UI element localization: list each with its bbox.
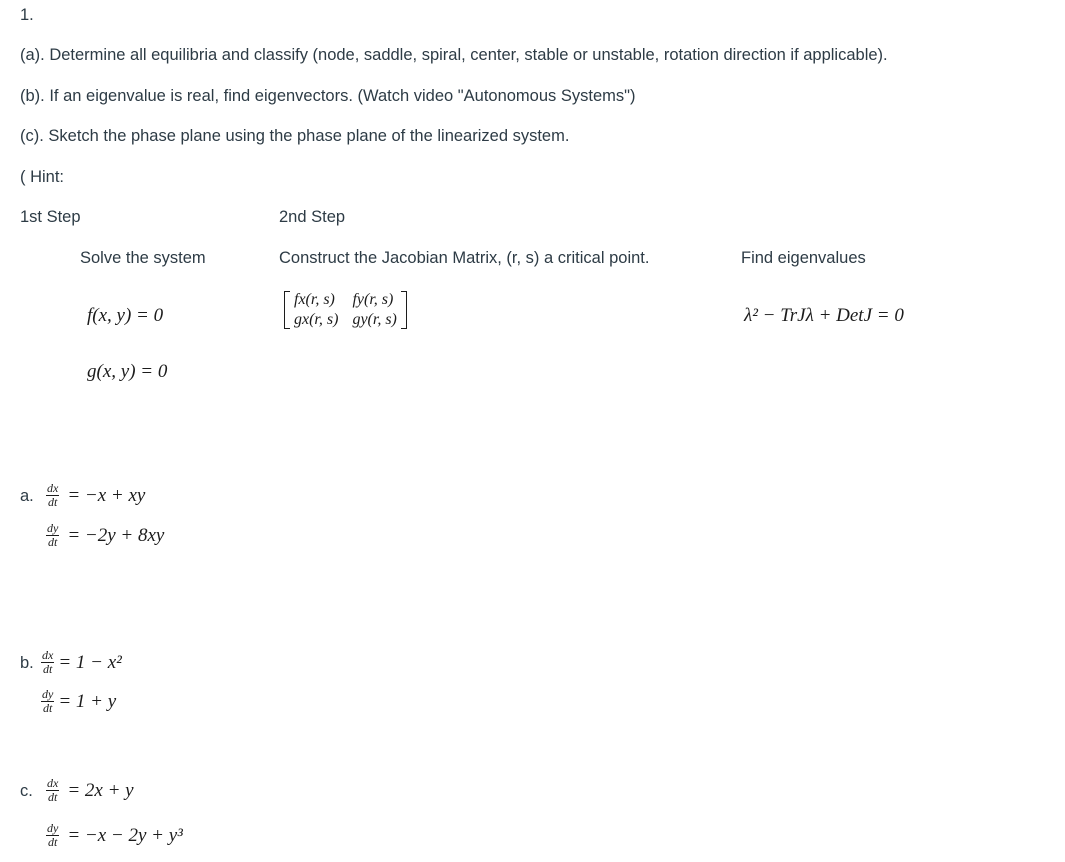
dxdt-fraction: $\frac{dx}{dt}$ <box>47 776 59 804</box>
dxdt-fraction: $\frac{dx}{dt}$ <box>42 648 54 676</box>
part-b-text: (b). If an eigenvalue is real, find eigenvectors. (Watch video "Autonomous Systems") <box>20 87 636 105</box>
system-b-dy-rhs: = 1 + y <box>58 690 117 712</box>
system-a-dy-rhs: = −2y + 8xy <box>67 524 165 546</box>
system-c-dx-rhs: = 2x + y <box>67 779 134 801</box>
system-a-dx-equation <box>46 482 145 508</box>
step2-label: 2nd Step <box>279 208 346 226</box>
system-a-dx-rhs: = −x + xy <box>67 484 146 506</box>
system-a-dy-equation <box>46 522 164 548</box>
matrix-right-bracket <box>401 291 407 329</box>
system-c-label: c. <box>20 782 33 800</box>
system-b-dx-rhs: = 1 − x² <box>58 651 122 673</box>
dydt-fraction: $\frac{dy}{dt}$ <box>42 687 54 715</box>
dxdt-fraction: $\frac{dx}{dt}$ <box>47 481 59 509</box>
matrix-entry-fx: fx(r, s) <box>294 291 335 308</box>
part-c-text: (c). Sketch the phase plane using the phase plane of the linearized system. <box>20 127 570 145</box>
dydt-fraction: $\frac{dy}{dt}$ <box>47 821 59 849</box>
matrix-entry-gy: gy(r, s) <box>352 311 397 328</box>
system-c-dy-rhs: = −x − 2y + y³ <box>67 824 183 846</box>
system-b-label: b. <box>20 654 34 672</box>
step1-label: 1st Step <box>20 208 81 226</box>
equation-f: f(x, y) = 0 <box>87 305 164 326</box>
eigenvalues-label: Find eigenvalues <box>741 249 866 267</box>
hint-label: ( Hint: <box>20 168 65 186</box>
problem-number: 1. <box>20 6 34 24</box>
characteristic-equation: λ² − TrJλ + DetJ = 0 <box>744 305 904 326</box>
jacobian-matrix <box>284 291 407 333</box>
part-a-text: (a). Determine all equilibria and classify (node, saddle, spiral, center, stable or unstable, rotation direction if applicable). <box>20 46 888 64</box>
system-c-dx-equation <box>46 777 134 803</box>
jacobian-label: Construct the Jacobian Matrix, (r, s) a critical point. <box>279 249 650 267</box>
system-c-dy-equation <box>46 822 183 848</box>
system-a-label: a. <box>20 487 34 505</box>
dydt-fraction: $\frac{dy}{dt}$ <box>47 521 59 549</box>
system-b-dx-equation <box>41 649 122 675</box>
solve-system-label: Solve the system <box>80 249 206 267</box>
matrix-entry-fy: fy(r, s) <box>352 291 394 308</box>
system-b-dy-equation <box>41 688 116 714</box>
matrix-entry-gx: gx(r, s) <box>294 311 339 328</box>
equation-g: g(x, y) = 0 <box>87 361 168 382</box>
